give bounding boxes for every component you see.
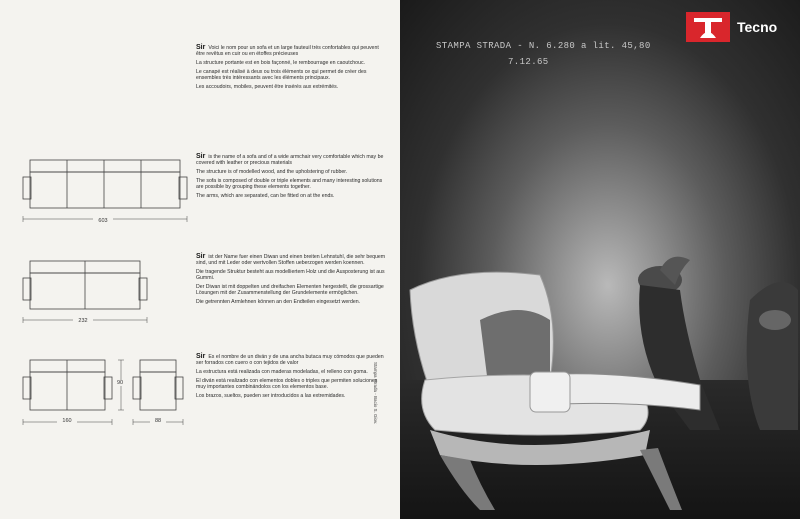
spanish-p1: Es el nombre de un diván y de una ancha butaca muy cómodos que pueden ser forrados con cuero o con tejidos de valor [196,354,384,366]
printer-imprint: Stampa Strada - Bacio S. Giov. [373,362,378,425]
german-description [196,254,386,308]
english-p3: The sofa is composed of double or triple elements and many interesting solutions are possible by grouping these elements together. [196,178,383,190]
english-description [196,154,386,202]
english-p4: The arms, which are separated, can be fitted on at the ends. [196,193,335,199]
armchair-photo [400,260,730,519]
spanish-p2: La estructura está realizada con maderas modeladas, el relleno con goma. [196,369,368,375]
spanish-description [196,354,386,402]
english-p1: is the name of a sofa and of a wide armchair very comfortable which may be covered with leather or precious materials [196,154,384,166]
english-title: Sir [196,153,206,160]
french-p1: Voici le nom pour un sofa et un large fauteuil très confortables qui peuvent être revêtus en cuir ou en étoffes précieuses [196,45,379,57]
german-title: Sir [196,253,206,260]
two-seat-sofa-drawing [20,256,160,326]
tecno-logo-icon [686,12,730,42]
dimension-armchair: 88 [150,418,166,424]
stamp-line-2: 7.12.65 [508,57,549,67]
brand-name: Tecno [737,19,778,35]
french-description [196,45,386,93]
three-seat-sofa-drawing [20,155,190,225]
french-p4: Les accoudoirs, mobiles, peuvent être insérés aux extrémités. [196,84,339,90]
stamp-line-1: STAMPA STRADA - N. 6.280 a lit. 45,80 [436,41,651,51]
german-p3: Der Diwan ist mit doppelten und dreifachen Elementen hergestellt, die grossartige Lösungen mit der Zusammenstellung der Grundelemente ermöglichen. [196,284,384,296]
dimension-small-sofa: 160 [57,418,77,424]
spanish-p3: El diván está realizado con elementos dobles o triples que permiten soluciones muy importantes combinándolos con los elementos base. [196,378,378,390]
spanish-title: Sir [196,353,206,360]
english-p2: The structure is of modelled wood, and the upholstering of rubber. [196,169,348,175]
dimension-two-seat: 232 [73,318,93,324]
german-p1: ist der Name fuer einen Diwan und einen breiten Lehnstuhl, die sehr bequem sind, und mit Leder oder wertvollen Stoffen ueberzogen werden koennen. [196,254,386,266]
french-p2: La structure portante est en bois façonné, le rembourrage en caoutchouc. [196,60,365,66]
catalog-photo-page [400,0,800,519]
french-p3: Le canapé est réalisé à deux ou trois éléments ce qui permet de créer des ensembles très intéressants avec les éléments principaux. [196,69,367,81]
dimension-height: 90 [113,380,127,386]
spanish-p4: Los brazos, sueltos, pueden ser introducidos a las extremidades. [196,393,346,399]
dimension-three-seat: 603 [93,218,113,224]
german-p2: Die tragende Struktur besteht aus modelliertem Holz und die Ausposterung ist aus Gummi. [196,269,385,281]
german-p4: Die getrennten Armlehnen können an den Endteilen eingesetzt werden. [196,299,361,305]
french-title: Sir [196,44,206,51]
height-marker [116,358,126,418]
